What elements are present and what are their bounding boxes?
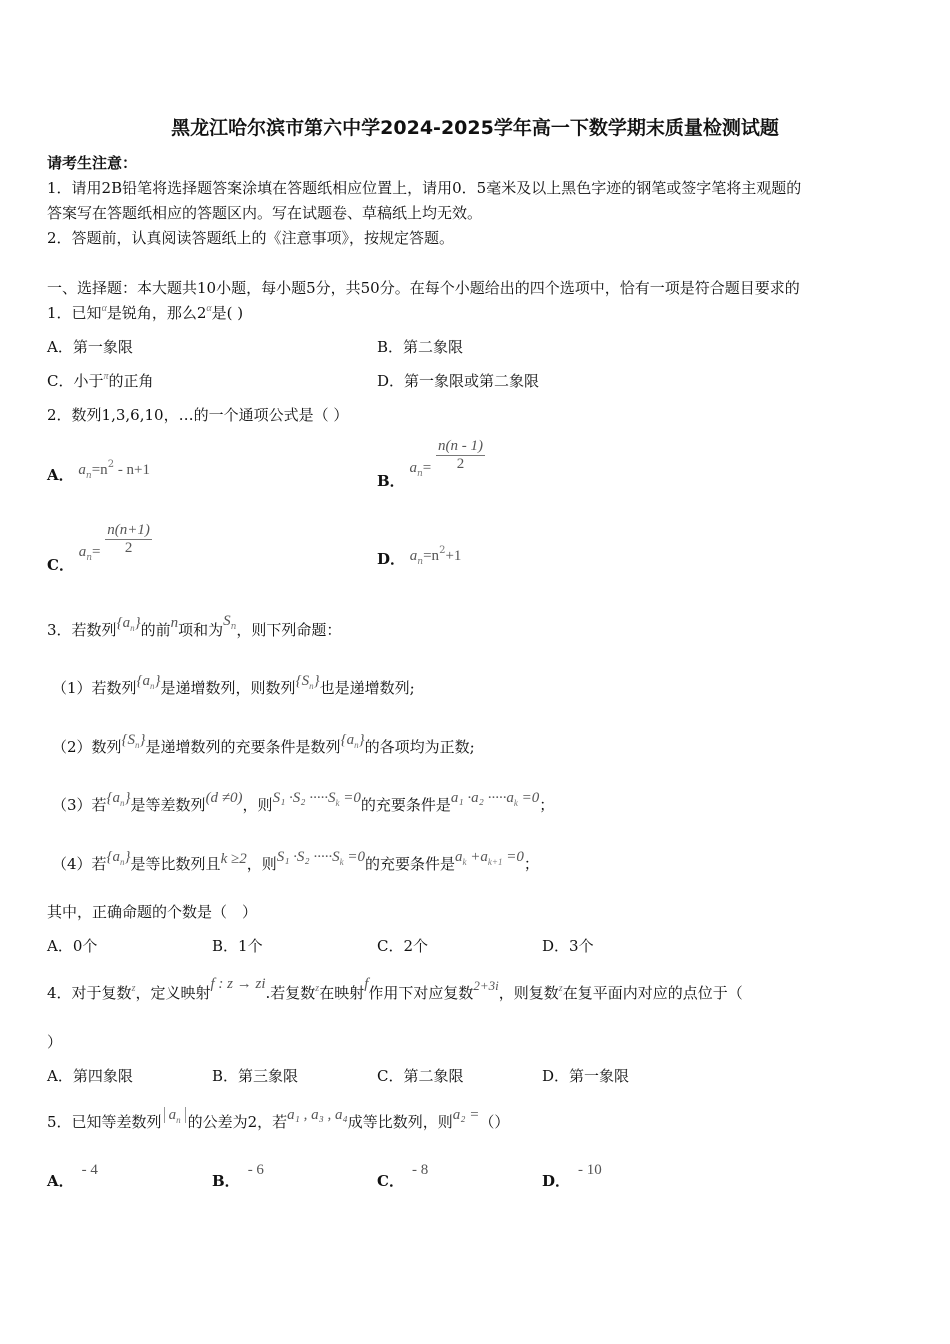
q3-text: 项和为: [178, 621, 224, 639]
formula-part: a: [112, 790, 121, 806]
formula-part: a: [409, 459, 417, 476]
q3-tail: 其中，正确命题的个数是（ ）: [47, 903, 258, 921]
question-3: [47, 613, 342, 640]
product-a: [451, 790, 539, 806]
q4-option-d[interactable]: D．第一象限: [542, 1067, 630, 1085]
q3-statement-2: [52, 732, 475, 757]
brace: {: [295, 673, 302, 689]
q4-text: 在复平面内对应的点位于（: [562, 984, 743, 1002]
numerator: n(n+1): [107, 522, 150, 538]
mapping: f : z → zi: [210, 976, 266, 992]
notice-item-1-cont: 答案写在答题纸相应的答题区内。写在试题卷、草稿纸上均无效。: [47, 204, 483, 222]
formula-part: +a: [466, 849, 488, 865]
statement-text: （4）若: [52, 855, 107, 873]
statement-text: （2）数列: [52, 738, 122, 756]
z-symbol: z: [131, 983, 136, 994]
seq-an: [137, 673, 161, 689]
alpha-symbol: α: [101, 303, 107, 314]
condition: k ≥2: [220, 851, 247, 867]
formula-part: a: [346, 732, 355, 748]
formula-part: n: [135, 740, 140, 750]
q2-fraction-c: [105, 522, 152, 557]
q3-text: 若数列: [71, 621, 117, 639]
sum-a: [455, 849, 524, 865]
seq-sn: [122, 732, 146, 748]
seq-an: [107, 790, 131, 806]
formula-part: k: [462, 857, 467, 867]
formula-part: 2: [439, 545, 446, 556]
q4-text: 对于复数: [71, 984, 132, 1002]
statement-text: 的充要条件是: [360, 796, 451, 814]
z-symbol: z: [558, 983, 563, 994]
formula-part: n: [230, 622, 237, 632]
formula-part: =0: [343, 849, 366, 865]
brace: }: [313, 673, 320, 689]
question-2: [47, 404, 348, 425]
seq-an: [164, 1107, 186, 1123]
denominator: 2: [124, 540, 133, 556]
statement-text: ，则: [242, 796, 273, 814]
statement-text: 是递增数列的充要条件是数列: [145, 738, 341, 756]
question-4: [47, 976, 743, 1003]
formula-part: =n: [423, 548, 440, 564]
n-symbol: n: [170, 615, 179, 631]
brace: }: [124, 849, 131, 865]
brace: {: [106, 790, 113, 806]
question-number: 3．: [47, 621, 72, 639]
q1-text: 是锐角，那么2: [106, 304, 207, 322]
option-label: B．: [212, 1172, 240, 1190]
q2-option-b[interactable]: [377, 438, 485, 490]
question-1: [47, 302, 243, 323]
formula-part: S: [301, 673, 310, 689]
brace: }: [154, 673, 161, 689]
statement-text: 是等差数列: [130, 796, 206, 814]
q3-statement-1: [52, 673, 415, 698]
q2-formula-d: [409, 545, 462, 567]
z-symbol: z: [315, 983, 320, 994]
option-value: - 4: [81, 1162, 98, 1178]
question-number: 1．: [47, 304, 72, 322]
formula-part: n: [120, 798, 125, 808]
q2-option-d[interactable]: [377, 545, 462, 569]
statement-text: （3）若: [52, 796, 107, 814]
option-text: C．小于: [47, 372, 104, 390]
complex-number: 2+3i: [473, 978, 499, 993]
formula-part: S₁ ·S₂ ·····S: [272, 790, 336, 806]
q5-text: 的公差为2，若: [187, 1113, 288, 1131]
q1-option-b[interactable]: B．第二象限: [377, 338, 464, 356]
q4-text: .若复数: [265, 984, 316, 1002]
formula-part: a: [455, 849, 463, 865]
q4-text: 在映射: [319, 984, 365, 1002]
f-symbol: f: [364, 976, 369, 992]
formula-part: a: [168, 1107, 177, 1123]
statement-text: 是递增数列，则数列: [160, 679, 296, 697]
formula-part: n: [416, 468, 423, 479]
formula-part: - n+1: [114, 462, 151, 478]
q3-option-c[interactable]: C．2个: [377, 937, 429, 955]
formula-part: k: [339, 857, 344, 867]
formula-part: n: [354, 740, 359, 750]
statement-text: 是等比数列且: [130, 855, 221, 873]
option-value: - 6: [247, 1162, 264, 1178]
question-number: 5．: [47, 1113, 72, 1131]
formula-part: k: [513, 798, 518, 808]
statement-text: 的各项均为正数;: [364, 738, 475, 756]
seq-an: [341, 732, 365, 748]
formula-part: n: [85, 471, 92, 481]
q5-option-a[interactable]: [47, 1162, 98, 1191]
formula-part: a₁ ·a₂ ·····a: [450, 790, 514, 806]
option-text: 的正角: [108, 372, 154, 390]
statement-text: 也是递增数列;: [319, 679, 415, 697]
option-label: D．: [542, 1172, 571, 1190]
terms: a₁ , a₃ , a₄: [287, 1107, 348, 1123]
notice-item-2: 2．答题前，认真阅读答题纸上的《注意事项》，按规定答题。: [47, 229, 455, 247]
notice-heading: 请考生注意：: [47, 154, 138, 172]
brace: {: [116, 615, 123, 631]
denominator: 2: [456, 456, 465, 472]
q4-text: 作用下对应复数: [368, 984, 474, 1002]
option-value: - 10: [578, 1162, 602, 1178]
product-s: [273, 790, 361, 806]
formula-part: +1: [445, 548, 462, 564]
option-label: D．: [377, 550, 406, 568]
q5-option-b[interactable]: [212, 1162, 264, 1191]
formula-part: =: [422, 459, 432, 476]
q1-text: 是( ): [211, 304, 244, 322]
section-heading: 一、选择题：本大题共10小题，每小题5分，共50分。在每个小题给出的四个选项中，恰有一项是符合题目要求的: [47, 279, 800, 297]
q1-option-d[interactable]: D．第一象限或第二象限: [377, 372, 540, 390]
formula-part: n: [309, 681, 314, 691]
formula-part: k+1: [487, 857, 503, 867]
notice-item-1: 1．请用2B铅笔将选择题答案涂填在答题纸相应位置上，请用0．5毫米及以上黑色字迹的钢笔或签字笔将主观题的: [47, 179, 802, 197]
q4-close-paren: ）: [47, 1033, 63, 1051]
option-value: - 8: [411, 1162, 429, 1178]
q2-formula-a: [78, 459, 151, 481]
q2-stem: 数列1,3,6,10，…的一个通项公式是（ ）: [71, 406, 349, 424]
brace: }: [139, 732, 146, 748]
formula-part: n: [86, 552, 93, 563]
option-label: C．: [377, 1172, 404, 1190]
brace: {: [340, 732, 347, 748]
seq-an: [117, 615, 141, 631]
option-label: A．: [47, 1172, 74, 1190]
seq-sn: [296, 673, 320, 689]
brace: {: [106, 849, 113, 865]
formula-part: =0: [517, 790, 540, 806]
product-s: [277, 849, 365, 865]
formula-part: n: [417, 557, 424, 567]
q5-text: （）: [479, 1113, 510, 1131]
q3-option-b[interactable]: B．1个: [212, 937, 263, 955]
formula-part: n: [130, 623, 135, 633]
s-symbol: S: [223, 613, 231, 629]
q4-text: ，定义映射: [135, 984, 211, 1002]
formula-part: a: [78, 462, 86, 478]
formula-part: =0: [502, 849, 524, 865]
formula-part: a: [78, 543, 87, 560]
formula-part: a: [142, 673, 151, 689]
q5-option-c[interactable]: [377, 1162, 429, 1191]
formula-part: n: [176, 1115, 181, 1125]
brace: }: [134, 615, 141, 631]
statement-text: ；: [539, 796, 555, 814]
brace: {: [121, 732, 128, 748]
pi-symbol: π: [103, 371, 109, 382]
formula-part: n: [120, 857, 125, 867]
formula-part: n: [150, 681, 155, 691]
q4-option-b[interactable]: B．第三象限: [212, 1067, 299, 1085]
formula-part: S: [127, 732, 136, 748]
q3-option-a[interactable]: A．0个: [47, 937, 98, 955]
page-title: 黑龙江哈尔滨市第六中学2024-2025学年高一下数学期末质量检测试题: [171, 117, 779, 139]
question-5: [47, 1107, 510, 1132]
brace: }: [124, 790, 131, 806]
q5-text: 已知等差数列: [71, 1113, 162, 1131]
formula-part: a: [112, 849, 121, 865]
q3-statement-3: [52, 790, 555, 815]
formula-part: S₁ ·S₂ ·····S: [276, 849, 340, 865]
q2-option-a[interactable]: [47, 459, 151, 485]
formula-part: 2: [107, 459, 115, 470]
statement-text: （1）若数列: [52, 679, 137, 697]
statement-text: 的充要条件是: [365, 855, 456, 873]
statement-text: ；: [523, 855, 539, 873]
statement-text: ，则: [246, 855, 277, 873]
formula-part: a: [122, 615, 131, 631]
q1-text: 已知: [71, 304, 102, 322]
q3-statement-4: [52, 849, 539, 874]
q3-text: ，则下列命题：: [236, 621, 342, 639]
a2-symbol: a₂ =: [452, 1107, 480, 1123]
option-label: B．: [377, 471, 405, 490]
brace: {: [136, 673, 143, 689]
formula-part: =n: [91, 462, 108, 478]
q1-option-c[interactable]: [47, 370, 154, 391]
formula-part: a: [409, 548, 418, 564]
q5-option-d[interactable]: [542, 1162, 602, 1191]
q3-option-d[interactable]: D．3个: [542, 937, 594, 955]
q4-text: ，则复数: [498, 984, 559, 1002]
condition: (d ≠0): [205, 790, 243, 806]
formula-part: =: [92, 543, 101, 560]
alpha-symbol: α: [206, 303, 212, 314]
question-number: 4．: [47, 984, 72, 1002]
q2-fraction-b: [436, 438, 485, 473]
formula-part: =0: [339, 790, 361, 806]
q4-option-a[interactable]: A．第四象限: [47, 1067, 133, 1085]
option-label: A．: [47, 466, 74, 484]
q4-option-c[interactable]: C．第二象限: [377, 1067, 464, 1085]
formula-part: k: [335, 798, 340, 808]
question-number: 2．: [47, 406, 72, 424]
numerator: n(n - 1): [438, 438, 484, 454]
brace: }: [358, 732, 365, 748]
q3-text: 的前: [140, 621, 171, 639]
q2-option-c[interactable]: [47, 522, 152, 574]
q5-text: 成等比数列，则: [347, 1113, 453, 1131]
q1-option-a[interactable]: A．第一象限: [47, 338, 133, 356]
option-label: C．: [47, 555, 74, 574]
seq-an: [107, 849, 131, 865]
